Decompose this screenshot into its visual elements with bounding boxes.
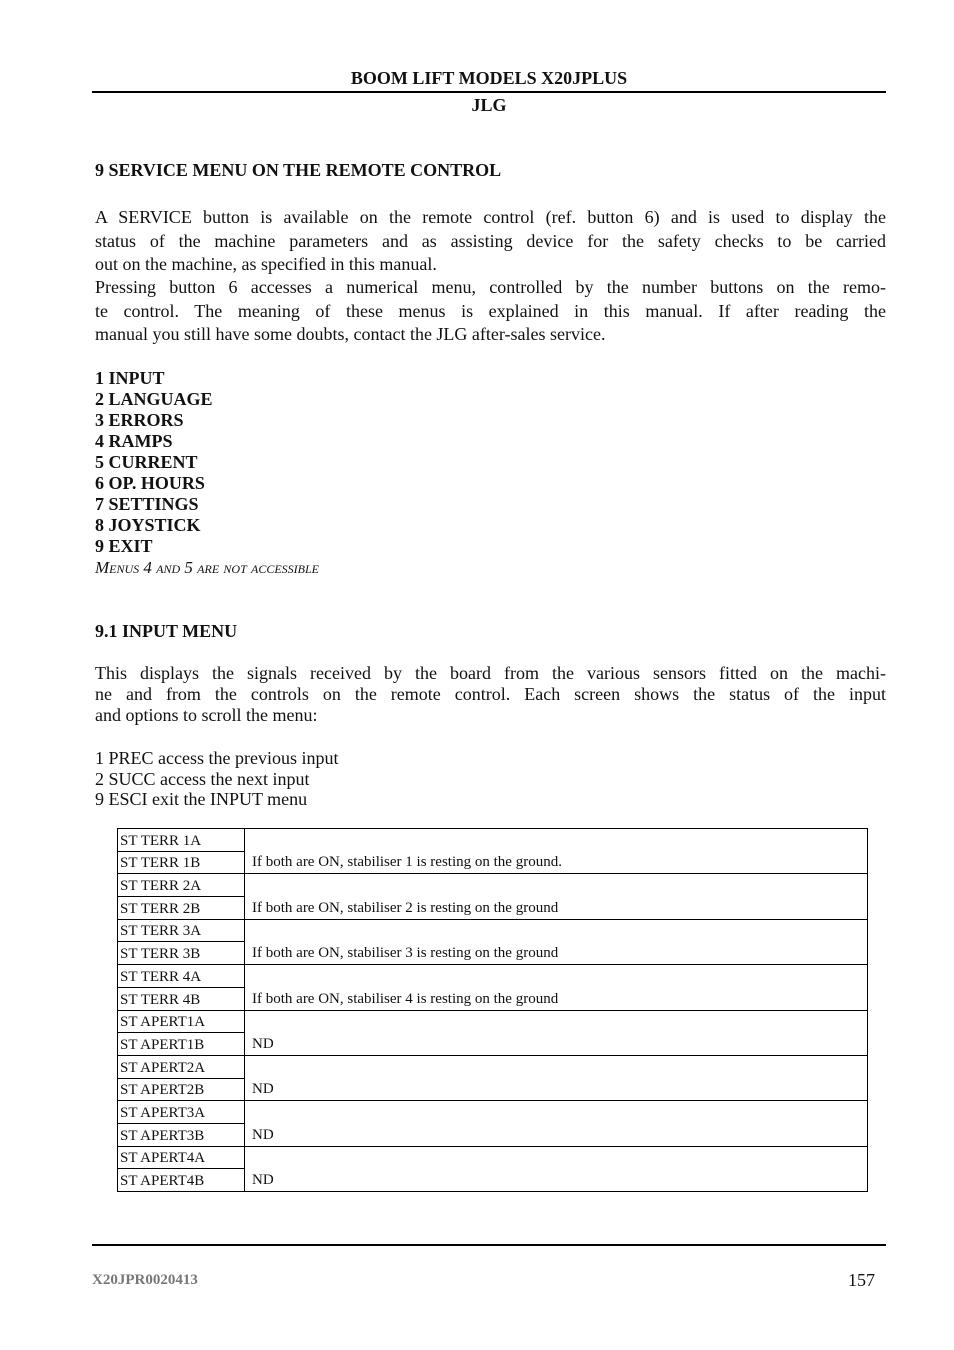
signal-name-b: ST TERR 3B bbox=[118, 942, 245, 965]
signal-description: ND bbox=[245, 1101, 868, 1146]
paragraph-line: A SERVICE button is available on the remote control (ref. button 6) and is used to display the bbox=[95, 207, 886, 227]
paragraph-line: out on the machine, as specified in this manual. bbox=[95, 254, 437, 274]
header-rule bbox=[92, 91, 886, 93]
service-menu-list bbox=[95, 368, 319, 578]
section-9-heading: 9 SERVICE MENU ON THE REMOTE CONTROL bbox=[95, 160, 502, 180]
signal-name-b: ST TERR 2B bbox=[118, 897, 245, 920]
header-title: BOOM LIFT MODELS X20JPLUS bbox=[350, 68, 628, 88]
signal-name-b: ST TERR 1B bbox=[118, 851, 245, 874]
signal-name-b: ST APERT2B bbox=[118, 1078, 245, 1101]
menu-item-op-hours: 6 OP. HOURS bbox=[95, 473, 205, 493]
input-menu-options bbox=[95, 748, 338, 810]
option-succ: 2 SUCC access the next input bbox=[95, 768, 310, 789]
signal-description: If both are ON, stabiliser 3 is resting on the ground bbox=[245, 919, 868, 964]
menu-item-errors: 3 ERRORS bbox=[95, 410, 184, 430]
input-signals-table-body bbox=[118, 829, 868, 1192]
signal-name-b: ST APERT4B bbox=[118, 1169, 245, 1192]
table-row bbox=[118, 1055, 868, 1078]
signal-description: ND bbox=[245, 1010, 868, 1055]
menu-item-joystick: 8 JOYSTICK bbox=[95, 515, 201, 535]
menu-item-language: 2 LANGUAGE bbox=[95, 389, 213, 409]
signal-name-b: ST APERT3B bbox=[118, 1123, 245, 1146]
paragraph-line: ne and from the controls on the remote control. Each screen shows the status of the input bbox=[95, 684, 886, 704]
signal-description: If both are ON, stabiliser 2 is resting on the ground bbox=[245, 874, 868, 919]
paragraph-line: status of the machine parameters and as assisting device for the safety checks to be carried bbox=[95, 230, 886, 251]
signal-name-a: ST APERT1A bbox=[118, 1010, 245, 1033]
section-9-1-paragraph bbox=[95, 663, 886, 726]
signal-name-a: ST APERT4A bbox=[118, 1146, 245, 1169]
table-row bbox=[118, 1146, 868, 1169]
signal-description: If both are ON, stabiliser 1 is resting on the ground. bbox=[245, 829, 868, 874]
option-prec: 1 PREC access the previous input bbox=[95, 748, 339, 768]
paragraph-line: This displays the signals received by the board from the various sensors fitted on the machi- bbox=[95, 663, 886, 683]
section-9-paragraph-2 bbox=[95, 276, 886, 347]
signal-name-b: ST APERT1B bbox=[118, 1033, 245, 1056]
signal-description: If both are ON, stabiliser 4 is resting on the ground bbox=[245, 965, 868, 1010]
section-9-paragraph-1 bbox=[95, 206, 886, 277]
menu-item-ramps: 4 RAMPS bbox=[95, 431, 173, 451]
menu-note: Menus 4 and 5 are not accessible bbox=[95, 558, 319, 577]
table-row bbox=[118, 1010, 868, 1033]
table-row bbox=[118, 965, 868, 988]
signal-name-a: ST TERR 3A bbox=[118, 919, 245, 942]
paragraph-line: te control. The meaning of these menus is explained in this manual. If after reading the bbox=[95, 300, 886, 321]
input-signals-table bbox=[117, 828, 868, 1192]
menu-item-exit: 9 EXIT bbox=[95, 536, 153, 556]
footer-document-code: X20JPR0020413 bbox=[92, 1272, 198, 1288]
signal-description: ND bbox=[245, 1146, 868, 1191]
footer-rule bbox=[92, 1244, 886, 1246]
paragraph-line: and options to scroll the menu: bbox=[95, 705, 318, 725]
signal-description: ND bbox=[245, 1055, 868, 1100]
signal-name-a: ST APERT2A bbox=[118, 1055, 245, 1078]
table-row bbox=[118, 874, 868, 897]
signal-name-a: ST TERR 4A bbox=[118, 965, 245, 988]
table-row bbox=[118, 1101, 868, 1124]
signal-name-a: ST TERR 1A bbox=[118, 829, 245, 852]
signal-name-a: ST TERR 2A bbox=[118, 874, 245, 897]
signal-name-b: ST TERR 4B bbox=[118, 987, 245, 1010]
table-row bbox=[118, 829, 868, 852]
menu-item-current: 5 CURRENT bbox=[95, 452, 198, 472]
signal-name-a: ST APERT3A bbox=[118, 1101, 245, 1124]
menu-item-settings: 7 SETTINGS bbox=[95, 494, 199, 514]
paragraph-line: Pressing button 6 accesses a numerical menu, controlled by the number buttons on the remo- bbox=[95, 277, 886, 297]
header-brand: JLG bbox=[471, 95, 507, 115]
page-number: 157 bbox=[848, 1270, 875, 1290]
table-row bbox=[118, 919, 868, 942]
section-9-1-heading: 9.1 INPUT MENU bbox=[95, 621, 238, 641]
option-esci: 9 ESCI exit the INPUT menu bbox=[95, 789, 308, 809]
menu-item-input: 1 INPUT bbox=[95, 368, 165, 388]
paragraph-line: manual you still have some doubts, contact the JLG after-sales service. bbox=[95, 324, 606, 344]
